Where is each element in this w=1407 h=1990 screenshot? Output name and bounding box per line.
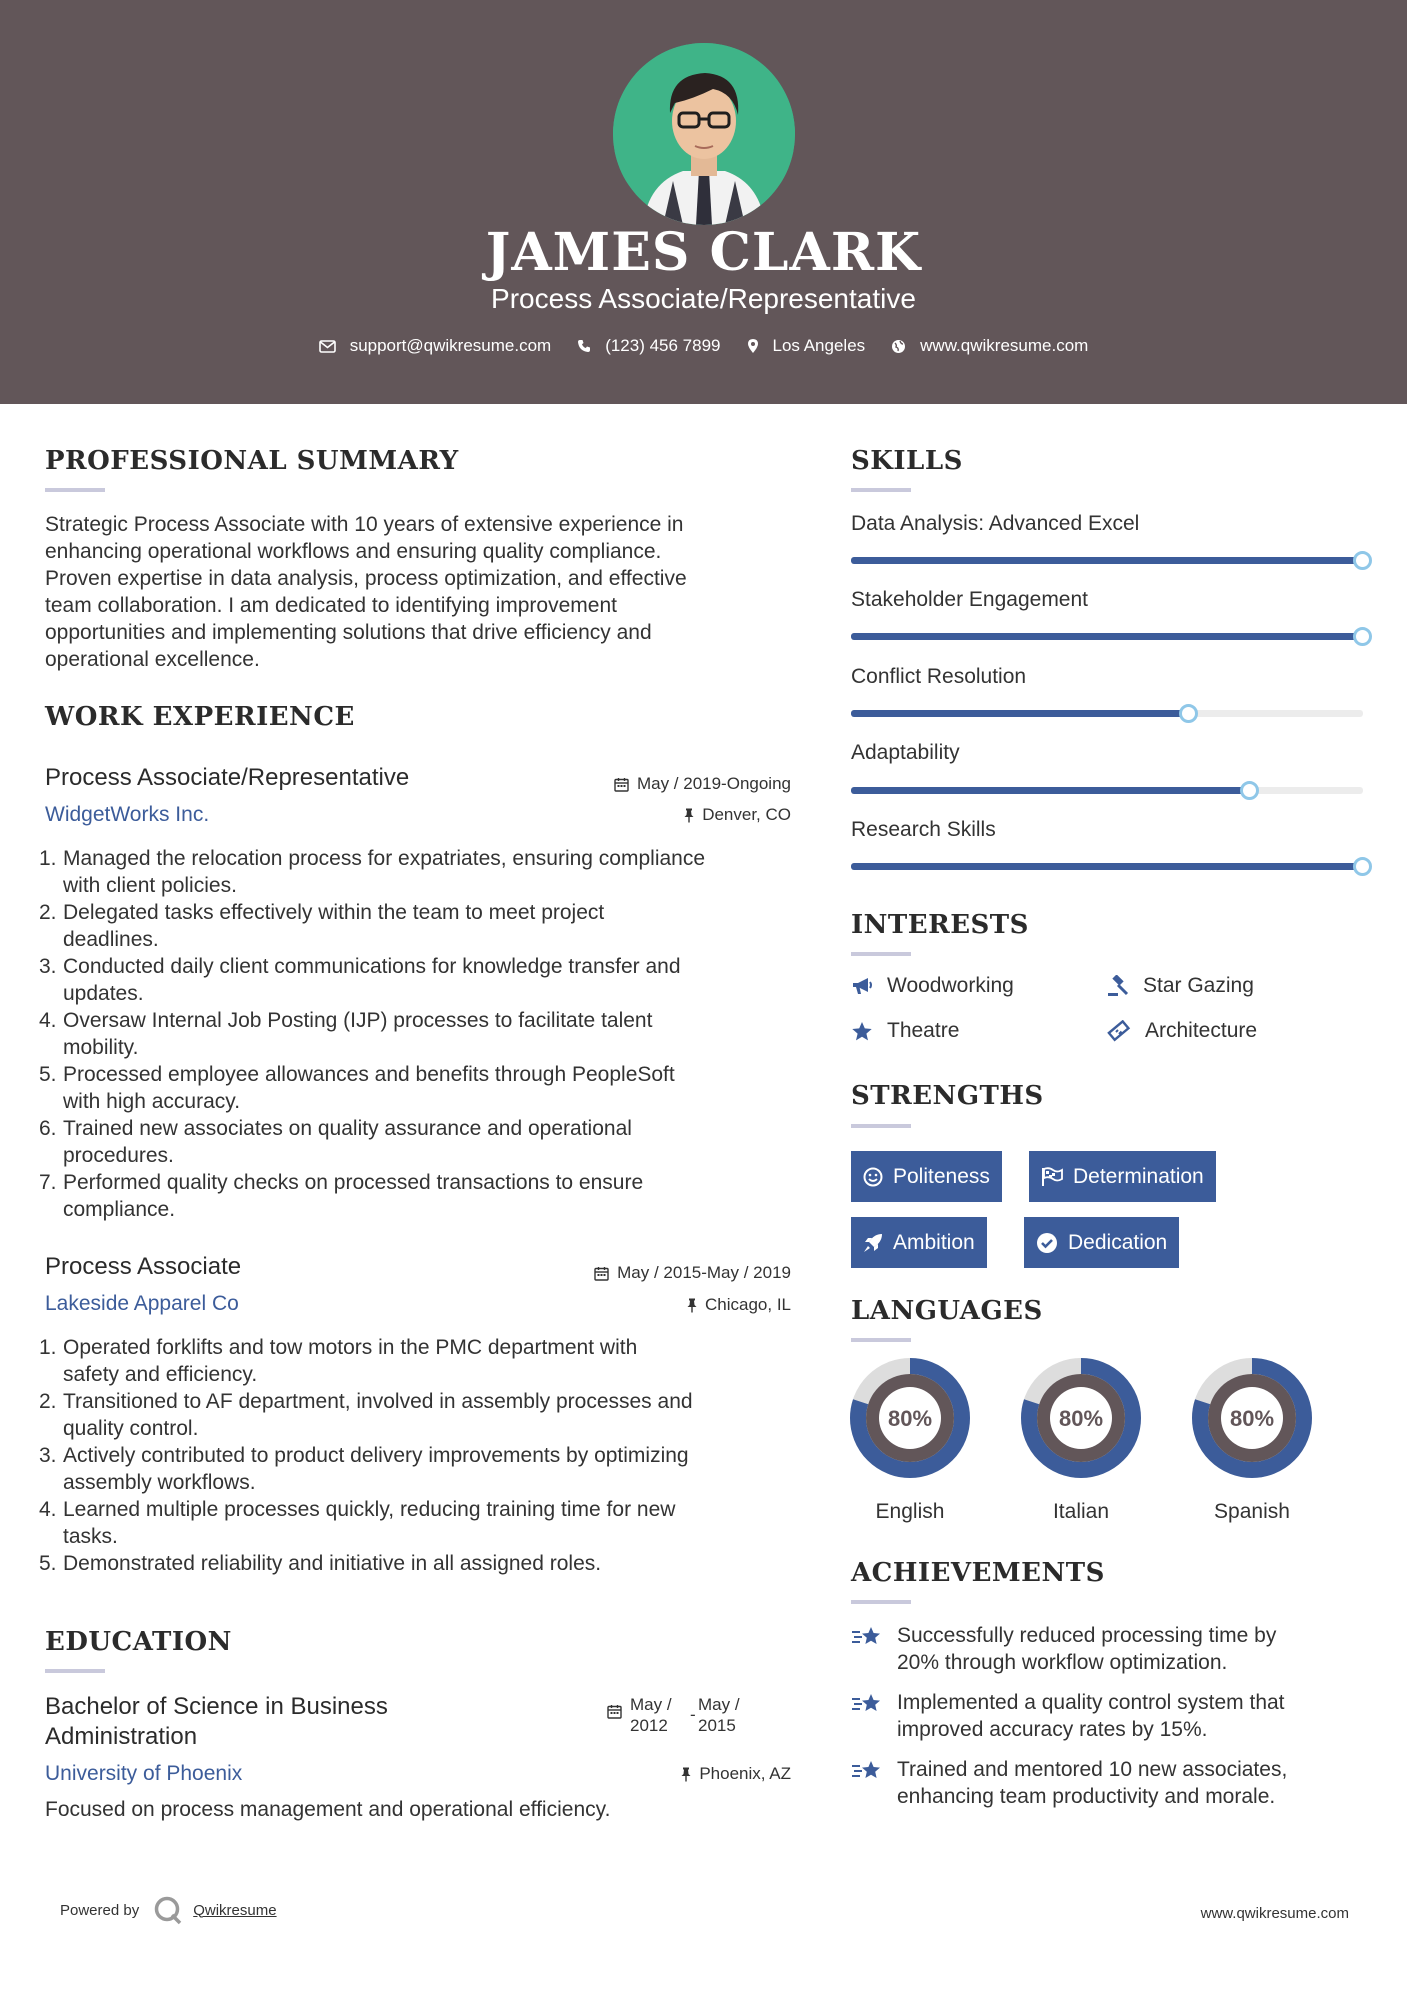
item-line: Learned multiple processes quickly, reducing training time for new [63, 1498, 676, 1521]
item-number: 1. [39, 1336, 57, 1359]
skill-bar-fill [851, 710, 1189, 717]
rocket-icon [863, 1233, 883, 1253]
email-text: support@qwikresume.com [349, 336, 552, 355]
pushpin-icon [687, 1298, 697, 1313]
contact-email[interactable] [319, 336, 552, 356]
achievement-line: enhancing team productivity and morale. [897, 1785, 1276, 1808]
end-month: May / [698, 1695, 740, 1714]
footer-powered-by [60, 1895, 277, 1925]
job-location [560, 1295, 791, 1315]
item-line: quality control. [63, 1417, 199, 1440]
contact-phone[interactable] [577, 336, 720, 356]
strength-label: Ambition [893, 1230, 975, 1254]
interest-label: Theatre [887, 1019, 960, 1042]
list-item [39, 899, 815, 953]
qwikresume-link[interactable]: Qwikresume [193, 1901, 277, 1919]
skill-bar-knob [1353, 627, 1372, 646]
strengths-heading: STRENGTHS [851, 1081, 1044, 1111]
language-donut [1190, 1356, 1314, 1480]
language-item [1019, 1356, 1143, 1523]
qwikresume-logo-icon [153, 1895, 183, 1925]
strength-label: Politeness [893, 1164, 990, 1188]
list-item [39, 1550, 815, 1577]
skill-bar [851, 787, 1363, 794]
shooting-star-icon [851, 1758, 883, 1784]
school-location-text: Phoenix, AZ [699, 1764, 791, 1783]
phone-text: (123) 456 7899 [605, 336, 721, 355]
item-line: with high accuracy. [63, 1090, 241, 1113]
education-rule [45, 1669, 105, 1673]
summary-line: opportunities and implementing solutions that drive efficiency and [45, 621, 652, 644]
item-number: 5. [39, 1063, 57, 1086]
skill-label: Research Skills [851, 818, 996, 841]
item-line: assembly workflows. [63, 1471, 256, 1494]
item-number: 3. [39, 955, 57, 978]
item-line: Transitioned to AF department, involved in assembly processes and [63, 1390, 693, 1413]
interest-item [851, 974, 1014, 998]
language-label: Italian [1052, 1500, 1110, 1523]
achievement-line: 20% through workflow optimization. [897, 1651, 1228, 1674]
interest-item [1107, 974, 1254, 998]
list-item [39, 845, 815, 899]
item-number: 5. [39, 1552, 57, 1575]
item-number: 4. [39, 1498, 57, 1521]
summary-line: Strategic Process Associate with 10 years of extensive experience in [45, 513, 684, 536]
list-item [39, 953, 815, 1007]
list-item [39, 1442, 815, 1496]
achievement-line: Successfully reduced processing time by [897, 1624, 1277, 1647]
degree-title [45, 1692, 388, 1752]
summary-line: operational excellence. [45, 648, 260, 671]
interests-heading: INTERESTS [851, 910, 1029, 940]
job-date [560, 1263, 791, 1283]
interest-item [851, 1019, 959, 1043]
list-item [39, 1169, 815, 1223]
degree-line: Administration [45, 1723, 198, 1750]
skill-bar-knob [1353, 551, 1372, 570]
strength-badge [851, 1151, 1002, 1202]
contact-website[interactable] [891, 336, 1088, 356]
strength-label: Dedication [1068, 1230, 1168, 1254]
achievement-line: Trained and mentored 10 new associates, [897, 1758, 1288, 1781]
list-item [39, 1115, 815, 1169]
achievement-line: improved accuracy rates by 15%. [897, 1718, 1208, 1741]
job-date-text: May / 2015-May / 2019 [617, 1263, 791, 1282]
achievements-rule [851, 1600, 911, 1604]
experience-heading: WORK EXPERIENCE [45, 702, 355, 732]
list-item [39, 1007, 815, 1061]
job-title: Process Associate/Representative [45, 764, 410, 791]
job-date-text: May / 2019-Ongoing [636, 774, 791, 793]
donut-percent: 80% [887, 1406, 933, 1431]
interest-label: Woodworking [887, 974, 1014, 997]
skill-label: Conflict Resolution [851, 665, 1027, 688]
skills-rule [851, 488, 911, 492]
pushpin-icon [684, 808, 694, 823]
list-item [39, 1496, 815, 1550]
list-item [39, 1334, 815, 1388]
job-company: WidgetWorks Inc. [45, 803, 210, 826]
language-donut [848, 1356, 972, 1480]
smile-icon [863, 1167, 883, 1187]
interest-label: Star Gazing [1143, 974, 1254, 997]
shooting-star-icon [851, 1691, 883, 1717]
achievements-heading: ACHIEVEMENTS [851, 1558, 1105, 1588]
shooting-star-icon [851, 1624, 883, 1650]
skill-bar-fill [851, 787, 1250, 794]
skill-label: Data Analysis: Advanced Excel [851, 512, 1140, 535]
language-item [1190, 1356, 1314, 1523]
ruler-icon [1107, 1020, 1131, 1042]
start-date [630, 1694, 690, 1736]
language-donut [1019, 1356, 1143, 1480]
item-number: 2. [39, 901, 57, 924]
check-circle-icon [1036, 1232, 1058, 1254]
calendar-icon [607, 1704, 622, 1719]
item-line: safety and efficiency. [63, 1363, 258, 1386]
strength-badge [1029, 1151, 1216, 1202]
item-line: deadlines. [63, 928, 159, 951]
language-label: Spanish [1214, 1500, 1290, 1523]
achievement-line: Implemented a quality control system that [897, 1691, 1285, 1714]
skill-bar-knob [1353, 857, 1372, 876]
summary-text [45, 511, 805, 673]
flag-icon [1041, 1167, 1063, 1187]
interest-item [1107, 1019, 1257, 1043]
education-heading: EDUCATION [45, 1627, 232, 1657]
skill-bar-knob [1179, 704, 1198, 723]
languages-heading: LANGUAGES [851, 1296, 1043, 1326]
job-location [560, 805, 791, 825]
languages-rule [851, 1338, 911, 1342]
item-line: Conducted daily client communications for knowledge transfer and [63, 955, 681, 978]
item-number: 4. [39, 1009, 57, 1032]
calendar-icon [594, 1266, 609, 1281]
item-number: 7. [39, 1171, 57, 1194]
item-line: procedures. [63, 1144, 174, 1167]
envelope-icon [319, 340, 336, 353]
strength-badge [1024, 1217, 1179, 1268]
item-line: Oversaw Internal Job Posting (IJP) processes to facilitate talent [63, 1009, 653, 1032]
achievement-item [851, 1756, 1287, 1810]
job-location-text: Chicago, IL [705, 1295, 791, 1314]
item-line: Actively contributed to product delivery improvements by optimizing [63, 1444, 689, 1467]
megaphone-icon [851, 976, 873, 996]
achievement-text [897, 1622, 1276, 1676]
job-duties-list [39, 1334, 815, 1577]
candidate-name: JAMES CLARK [485, 222, 922, 283]
skill-bar-knob [1240, 781, 1259, 800]
powered-by-text: Powered by [60, 1901, 140, 1919]
interest-label: Architecture [1145, 1019, 1258, 1042]
summary-line: Proven expertise in data analysis, process optimization, and effective [45, 567, 687, 590]
map-pin-icon [747, 338, 759, 354]
skill-label: Stakeholder Engagement [851, 588, 1088, 611]
achievement-text [897, 1756, 1287, 1810]
item-line: Demonstrated reliability and initiative in all assigned roles. [63, 1552, 602, 1575]
item-line: Processed employee allowances and benefits through PeopleSoft [63, 1063, 675, 1086]
calendar-icon [614, 777, 629, 792]
avatar-illustration [613, 43, 795, 225]
item-number: 3. [39, 1444, 57, 1467]
job-title: Process Associate [45, 1253, 242, 1280]
education-description: Focused on process management and operational efficiency. [45, 1798, 611, 1821]
item-line: Managed the relocation process for expatriates, ensuring compliance [63, 847, 706, 870]
footer-website-link[interactable]: www.qwikresume.com [1200, 1905, 1349, 1922]
strengths-rule [851, 1124, 911, 1128]
school-location [560, 1764, 791, 1784]
school-name: University of Phoenix [45, 1762, 243, 1785]
skill-bar [851, 557, 1363, 564]
strength-label: Determination [1073, 1164, 1204, 1188]
interests-rule [851, 952, 911, 956]
donut-percent: 80% [1229, 1406, 1275, 1431]
job-company: Lakeside Apparel Co [45, 1292, 239, 1315]
job-duties-list [39, 845, 815, 1223]
contact-location [747, 336, 866, 356]
summary-line: team collaboration. I am dedicated to identifying improvement [45, 594, 617, 617]
item-line: tasks. [63, 1525, 118, 1548]
skill-bar-fill [851, 863, 1363, 870]
item-number: 2. [39, 1390, 57, 1413]
star-icon [851, 1021, 873, 1042]
item-number: 1. [39, 847, 57, 870]
achievement-text [897, 1689, 1285, 1743]
education-dates [607, 1694, 758, 1736]
skills-heading: SKILLS [851, 446, 963, 476]
item-line: compliance. [63, 1198, 176, 1221]
skill-bar [851, 863, 1363, 870]
phone-icon [577, 339, 591, 353]
skill-bar [851, 710, 1363, 717]
pushpin-icon [681, 1767, 691, 1782]
summary-heading: PROFESSIONAL SUMMARY [45, 446, 459, 476]
website-text: www.qwikresume.com [920, 336, 1089, 355]
date-separator: - [690, 1705, 696, 1724]
end-date [698, 1694, 758, 1736]
skill-label: Adaptability [851, 741, 960, 764]
language-item [848, 1356, 972, 1523]
item-line: mobility. [63, 1036, 139, 1059]
location-text: Los Angeles [772, 336, 866, 355]
skill-bar [851, 633, 1363, 640]
skill-bar-fill [851, 557, 1363, 564]
contact-bar [0, 336, 1407, 356]
item-line: with client policies. [63, 874, 237, 897]
end-year: 2015 [698, 1716, 736, 1735]
item-line: Delegated tasks effectively within the team to meet project [63, 901, 605, 924]
item-line: updates. [63, 982, 144, 1005]
list-item [39, 1388, 815, 1442]
profile-photo [613, 43, 795, 225]
item-line: Trained new associates on quality assurance and operational [63, 1117, 632, 1140]
item-line: Operated forklifts and tow motors in the PMC department with [63, 1336, 638, 1359]
list-item [39, 1061, 815, 1115]
summary-rule [45, 488, 105, 492]
achievement-item [851, 1622, 1276, 1676]
gavel-icon [1107, 975, 1129, 997]
summary-line: enhancing operational workflows and ensuring quality compliance. [45, 540, 662, 563]
start-month: May / [630, 1695, 672, 1714]
globe-icon [891, 339, 906, 354]
donut-percent: 80% [1058, 1406, 1104, 1431]
job-date [560, 774, 791, 794]
strength-badge [851, 1217, 987, 1268]
resume-header [0, 0, 1407, 404]
achievement-item [851, 1689, 1285, 1743]
skill-bar-fill [851, 633, 1363, 640]
item-line: Performed quality checks on processed transactions to ensure [63, 1171, 644, 1194]
start-year: 2012 [630, 1716, 668, 1735]
candidate-title: Process Associate/Representative [491, 283, 916, 314]
language-label: English [875, 1500, 945, 1523]
job-location-text: Denver, CO [702, 805, 791, 824]
item-number: 6. [39, 1117, 57, 1140]
degree-line: Bachelor of Science in Business [45, 1693, 388, 1720]
